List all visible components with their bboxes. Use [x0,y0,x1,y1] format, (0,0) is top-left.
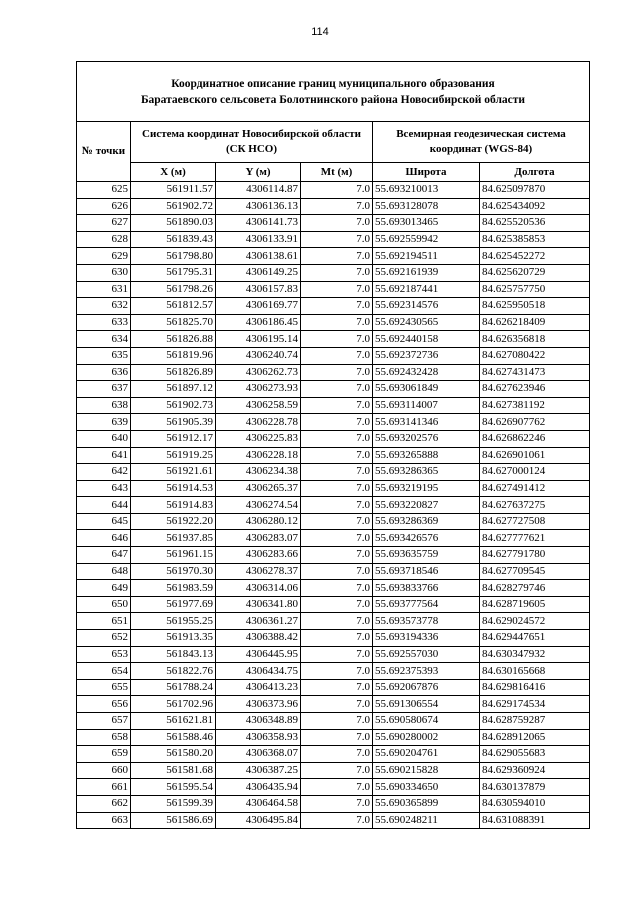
longitude-cell: 84.625620729 [480,264,590,281]
mt-cell: 7.0 [301,497,373,514]
mt-cell: 7.0 [301,480,373,497]
table-row [77,580,590,597]
point-number-cell: 651 [77,613,131,630]
mt-cell: 7.0 [301,331,373,348]
table-row [77,414,590,431]
latitude-cell: 55.691306554 [373,696,480,713]
header-latitude: Широта [373,163,480,182]
coordinates-table [76,61,590,829]
longitude-cell: 84.627381192 [480,397,590,414]
latitude-cell: 55.690280002 [373,729,480,746]
table-row [77,630,590,647]
y-cell: 4306225.83 [216,430,301,447]
x-cell: 561839.43 [131,231,216,248]
latitude-cell: 55.693128078 [373,198,480,215]
y-cell: 4306413.23 [216,679,301,696]
x-cell: 561977.69 [131,596,216,613]
y-cell: 4306114.87 [216,182,301,199]
point-number-cell: 659 [77,746,131,763]
y-cell: 4306368.07 [216,746,301,763]
table-row [77,530,590,547]
y-cell: 4306435.94 [216,779,301,796]
point-number-cell: 663 [77,812,131,829]
latitude-cell: 55.693013465 [373,215,480,232]
latitude-cell: 55.693573778 [373,613,480,630]
x-cell: 561595.54 [131,779,216,796]
x-cell: 561822.76 [131,663,216,680]
longitude-cell: 84.631088391 [480,812,590,829]
table-row [77,231,590,248]
x-cell: 561937.85 [131,530,216,547]
mt-cell: 7.0 [301,713,373,730]
table-row [77,497,590,514]
x-cell: 561812.57 [131,298,216,315]
longitude-cell: 84.630347932 [480,646,590,663]
header-y: Y (м) [216,163,301,182]
y-cell: 4306495.84 [216,812,301,829]
longitude-cell: 84.629447651 [480,630,590,647]
mt-cell: 7.0 [301,447,373,464]
table-row [77,513,590,530]
table-row [77,547,590,564]
mt-cell: 7.0 [301,795,373,812]
x-cell: 561581.68 [131,762,216,779]
header-nso-system: Система координат Новосибирской области (СК НСО) [131,122,373,163]
y-cell: 4306341.80 [216,596,301,613]
y-cell: 4306348.89 [216,713,301,730]
point-number-cell: 647 [77,547,131,564]
longitude-cell: 84.625452272 [480,248,590,265]
mt-cell: 7.0 [301,182,373,199]
table-row [77,215,590,232]
point-number-cell: 626 [77,198,131,215]
point-number-cell: 639 [77,414,131,431]
x-cell: 561902.72 [131,198,216,215]
x-cell: 561819.96 [131,347,216,364]
longitude-cell: 84.627080422 [480,347,590,364]
longitude-cell: 84.625097870 [480,182,590,199]
y-cell: 4306314.06 [216,580,301,597]
mt-cell: 7.0 [301,347,373,364]
latitude-cell: 55.693777564 [373,596,480,613]
y-cell: 4306280.12 [216,513,301,530]
x-cell: 561912.17 [131,430,216,447]
mt-cell: 7.0 [301,430,373,447]
y-cell: 4306133.91 [216,231,301,248]
y-cell: 4306373.96 [216,696,301,713]
point-number-cell: 635 [77,347,131,364]
title-line-1: Координатное описание границ муниципального образования [171,77,495,90]
latitude-cell: 55.692067876 [373,679,480,696]
longitude-cell: 84.625757750 [480,281,590,298]
title-line-2: Баратаевского сельсовета Болотнинского района Новосибирской области [140,93,526,106]
longitude-cell: 84.629360924 [480,762,590,779]
table-row [77,347,590,364]
point-number-cell: 625 [77,182,131,199]
table-row [77,746,590,763]
latitude-cell: 55.693114007 [373,397,480,414]
x-cell: 561897.12 [131,381,216,398]
mt-cell: 7.0 [301,630,373,647]
table-row [77,182,590,199]
latitude-cell: 55.693286365 [373,464,480,481]
y-cell: 4306283.07 [216,530,301,547]
table-row [77,314,590,331]
point-number-cell: 652 [77,630,131,647]
x-cell: 561919.25 [131,447,216,464]
latitude-cell: 55.690580674 [373,713,480,730]
x-cell: 561788.24 [131,679,216,696]
point-number-cell: 656 [77,696,131,713]
latitude-cell: 55.690215828 [373,762,480,779]
latitude-cell: 55.692314576 [373,298,480,315]
longitude-cell: 84.627727508 [480,513,590,530]
y-cell: 4306138.61 [216,248,301,265]
mt-cell: 7.0 [301,397,373,414]
point-number-cell: 640 [77,430,131,447]
table-row [77,646,590,663]
x-cell: 561798.80 [131,248,216,265]
longitude-cell: 84.626901061 [480,447,590,464]
mt-cell: 7.0 [301,414,373,431]
longitude-cell: 84.626862246 [480,430,590,447]
latitude-cell: 55.693061849 [373,381,480,398]
mt-cell: 7.0 [301,580,373,597]
x-cell: 561588.46 [131,729,216,746]
longitude-cell: 84.627431473 [480,364,590,381]
table-row [77,447,590,464]
point-number-cell: 646 [77,530,131,547]
x-cell: 561826.88 [131,331,216,348]
x-cell: 561890.03 [131,215,216,232]
longitude-cell: 84.625434092 [480,198,590,215]
table-row [77,762,590,779]
point-number-cell: 653 [77,646,131,663]
longitude-cell: 84.627637275 [480,497,590,514]
point-number-cell: 637 [77,381,131,398]
header-point-number: № точки [77,122,131,182]
longitude-cell: 84.628912065 [480,729,590,746]
y-cell: 4306283.66 [216,547,301,564]
table-row [77,779,590,796]
point-number-cell: 654 [77,663,131,680]
longitude-cell: 84.628279746 [480,580,590,597]
longitude-cell: 84.625950518 [480,298,590,315]
x-cell: 561911.57 [131,182,216,199]
latitude-cell: 55.690365899 [373,795,480,812]
point-number-cell: 649 [77,580,131,597]
mt-cell: 7.0 [301,679,373,696]
table-row [77,397,590,414]
longitude-cell: 84.628719605 [480,596,590,613]
longitude-cell: 84.625520536 [480,215,590,232]
mt-cell: 7.0 [301,746,373,763]
table-row [77,364,590,381]
point-number-cell: 629 [77,248,131,265]
x-cell: 561970.30 [131,563,216,580]
y-cell: 4306240.74 [216,347,301,364]
mt-cell: 7.0 [301,663,373,680]
longitude-cell: 84.626907762 [480,414,590,431]
point-number-cell: 644 [77,497,131,514]
x-cell: 561843.13 [131,646,216,663]
x-cell: 561922.20 [131,513,216,530]
point-number-cell: 634 [77,331,131,348]
table-title [77,62,590,122]
longitude-cell: 84.626218409 [480,314,590,331]
table-row [77,464,590,481]
point-number-cell: 660 [77,762,131,779]
x-cell: 561914.53 [131,480,216,497]
latitude-cell: 55.690248211 [373,812,480,829]
table-row [77,613,590,630]
latitude-cell: 55.692557030 [373,646,480,663]
y-cell: 4306278.37 [216,563,301,580]
latitude-cell: 55.693426576 [373,530,480,547]
latitude-cell: 55.692187441 [373,281,480,298]
mt-cell: 7.0 [301,198,373,215]
point-number-cell: 657 [77,713,131,730]
table-row [77,281,590,298]
latitude-cell: 55.692440158 [373,331,480,348]
latitude-cell: 55.693265888 [373,447,480,464]
y-cell: 4306434.75 [216,663,301,680]
mt-cell: 7.0 [301,762,373,779]
mt-cell: 7.0 [301,513,373,530]
x-cell: 561826.89 [131,364,216,381]
y-cell: 4306228.78 [216,414,301,431]
y-cell: 4306228.18 [216,447,301,464]
mt-cell: 7.0 [301,696,373,713]
longitude-cell: 84.627491412 [480,480,590,497]
mt-cell: 7.0 [301,563,373,580]
mt-cell: 7.0 [301,464,373,481]
point-number-cell: 636 [77,364,131,381]
y-cell: 4306262.73 [216,364,301,381]
latitude-cell: 55.693718546 [373,563,480,580]
header-x: X (м) [131,163,216,182]
table-row [77,795,590,812]
x-cell: 561913.35 [131,630,216,647]
x-cell: 561825.70 [131,314,216,331]
table-row [77,563,590,580]
point-number-cell: 655 [77,679,131,696]
longitude-cell: 84.626356818 [480,331,590,348]
latitude-cell: 55.693202576 [373,430,480,447]
point-number-cell: 631 [77,281,131,298]
longitude-cell: 84.629816416 [480,679,590,696]
mt-cell: 7.0 [301,613,373,630]
x-cell: 561702.96 [131,696,216,713]
latitude-cell: 55.692194511 [373,248,480,265]
point-number-cell: 648 [77,563,131,580]
page-number: 114 [311,26,329,38]
mt-cell: 7.0 [301,779,373,796]
latitude-cell: 55.690204761 [373,746,480,763]
y-cell: 4306274.54 [216,497,301,514]
table-row [77,596,590,613]
table-row [77,679,590,696]
header-wgs-system: Всемирная геодезическая система координат (WGS-84) [373,122,590,163]
y-cell: 4306361.27 [216,613,301,630]
point-number-cell: 661 [77,779,131,796]
point-number-cell: 642 [77,464,131,481]
longitude-cell: 84.627000124 [480,464,590,481]
latitude-cell: 55.692432428 [373,364,480,381]
y-cell: 4306387.25 [216,762,301,779]
mt-cell: 7.0 [301,298,373,315]
table-row [77,812,590,829]
longitude-cell: 84.627777621 [480,530,590,547]
mt-cell: 7.0 [301,646,373,663]
point-number-cell: 633 [77,314,131,331]
x-cell: 561905.39 [131,414,216,431]
mt-cell: 7.0 [301,547,373,564]
point-number-cell: 628 [77,231,131,248]
latitude-cell: 55.693833766 [373,580,480,597]
latitude-cell: 55.693194336 [373,630,480,647]
longitude-cell: 84.629024572 [480,613,590,630]
x-cell: 561921.61 [131,464,216,481]
mt-cell: 7.0 [301,596,373,613]
point-number-cell: 643 [77,480,131,497]
latitude-cell: 55.693210013 [373,182,480,199]
header-mt: Mt (м) [301,163,373,182]
y-cell: 4306141.73 [216,215,301,232]
y-cell: 4306186.45 [216,314,301,331]
mt-cell: 7.0 [301,364,373,381]
x-cell: 561961.15 [131,547,216,564]
point-number-cell: 627 [77,215,131,232]
mt-cell: 7.0 [301,314,373,331]
y-cell: 4306273.93 [216,381,301,398]
longitude-cell: 84.627791780 [480,547,590,564]
mt-cell: 7.0 [301,215,373,232]
longitude-cell: 84.628759287 [480,713,590,730]
latitude-cell: 55.692559942 [373,231,480,248]
latitude-cell: 55.692375393 [373,663,480,680]
table-row [77,729,590,746]
table-row [77,331,590,348]
longitude-cell: 84.629055683 [480,746,590,763]
latitude-cell: 55.692372736 [373,347,480,364]
longitude-cell: 84.630165668 [480,663,590,680]
y-cell: 4306157.83 [216,281,301,298]
table-row [77,298,590,315]
x-cell: 561586.69 [131,812,216,829]
longitude-cell: 84.627623946 [480,381,590,398]
y-cell: 4306234.38 [216,464,301,481]
latitude-cell: 55.693220827 [373,497,480,514]
x-cell: 561955.25 [131,613,216,630]
point-number-cell: 662 [77,795,131,812]
y-cell: 4306388.42 [216,630,301,647]
table-row [77,713,590,730]
table-row [77,198,590,215]
latitude-cell: 55.693141346 [373,414,480,431]
table-row [77,264,590,281]
table-row [77,248,590,265]
table-row [77,696,590,713]
point-number-cell: 645 [77,513,131,530]
x-cell: 561798.26 [131,281,216,298]
y-cell: 4306149.25 [216,264,301,281]
mt-cell: 7.0 [301,530,373,547]
point-number-cell: 650 [77,596,131,613]
x-cell: 561580.20 [131,746,216,763]
point-number-cell: 630 [77,264,131,281]
longitude-cell: 84.627709545 [480,563,590,580]
longitude-cell: 84.630137879 [480,779,590,796]
longitude-cell: 84.629174534 [480,696,590,713]
mt-cell: 7.0 [301,281,373,298]
x-cell: 561795.31 [131,264,216,281]
x-cell: 561621.81 [131,713,216,730]
latitude-cell: 55.690334650 [373,779,480,796]
longitude-cell: 84.625385853 [480,231,590,248]
table-row [77,430,590,447]
mt-cell: 7.0 [301,231,373,248]
point-number-cell: 632 [77,298,131,315]
table-row [77,663,590,680]
point-number-cell: 658 [77,729,131,746]
latitude-cell: 55.693286369 [373,513,480,530]
x-cell: 561599.39 [131,795,216,812]
table-row [77,381,590,398]
y-cell: 4306464.58 [216,795,301,812]
x-cell: 561914.83 [131,497,216,514]
mt-cell: 7.0 [301,248,373,265]
y-cell: 4306136.13 [216,198,301,215]
longitude-cell: 84.630594010 [480,795,590,812]
x-cell: 561902.73 [131,397,216,414]
latitude-cell: 55.692430565 [373,314,480,331]
point-number-cell: 638 [77,397,131,414]
x-cell: 561983.59 [131,580,216,597]
latitude-cell: 55.693635759 [373,547,480,564]
latitude-cell: 55.693219195 [373,480,480,497]
y-cell: 4306445.95 [216,646,301,663]
mt-cell: 7.0 [301,381,373,398]
header-longitude: Долгота [480,163,590,182]
latitude-cell: 55.692161939 [373,264,480,281]
y-cell: 4306258.59 [216,397,301,414]
point-number-cell: 641 [77,447,131,464]
y-cell: 4306358.93 [216,729,301,746]
mt-cell: 7.0 [301,812,373,829]
table-row [77,480,590,497]
y-cell: 4306195.14 [216,331,301,348]
mt-cell: 7.0 [301,729,373,746]
y-cell: 4306265.37 [216,480,301,497]
y-cell: 4306169.77 [216,298,301,315]
mt-cell: 7.0 [301,264,373,281]
